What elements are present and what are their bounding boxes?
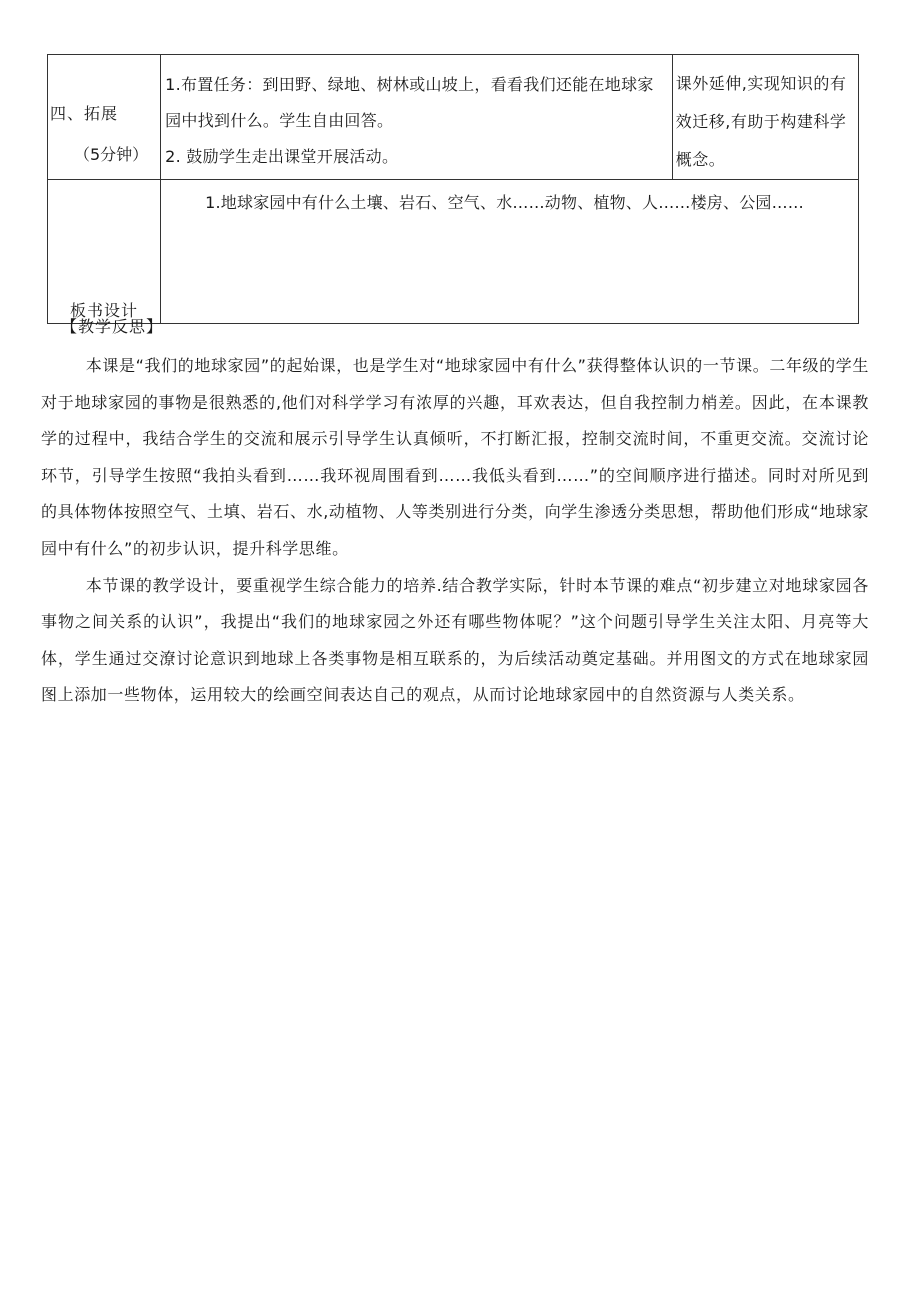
- lesson-plan-table: [47, 54, 859, 324]
- board-design-content: 1.地球家园中有什么土壤、岩石、空气、水……动物、植物、人……楼房、公园……: [161, 180, 859, 324]
- intent-line: 效迁移,有助于构建科学: [675, 112, 847, 131]
- activity-line: 园中找到什么。学生自由回答。: [165, 111, 394, 130]
- reflection-heading: 【教学反思】: [61, 317, 164, 336]
- stage-cell: [48, 55, 161, 180]
- activity-line: 2. 鼓励学生走出课堂开展活动。: [165, 147, 399, 166]
- intent-line: 概念。: [675, 150, 726, 169]
- table-row-extend: [48, 55, 859, 180]
- board-label-cell: [48, 180, 161, 324]
- intent-line: 课外延伸,实现知识的有: [675, 74, 847, 93]
- table-row-board: [48, 180, 859, 324]
- activity-content-cell: [161, 55, 673, 180]
- reflection-paragraph: 本节课的教学设计，要重视学生综合能力的培养.结合教学实际，针时本节课的难点“初步建立对地球家园各事物之间关系的认识”，我提出“我们的地球家园之外还有哪些物体呢？”这个问题引导学生关注太阳、月亮等大体，学生通过交潦讨论意识到地球上各类事物是相互联系的，为后续活动奠定基础。并用图文的方式在地球家园图上添加一些物体，运用较大的绘画空间表达自己的观点，从而讨论地球家园中的自然资源与人类关系。: [41, 575, 869, 705]
- stage-title: 四、拓展: [50, 104, 119, 123]
- design-intent-cell: [672, 55, 858, 180]
- stage-time: （5分钟）: [74, 145, 149, 164]
- reflection-paragraph: 本课是“我们的地球家园”的起始课，也是学生对“地球家园中有什么”获得整体认识的一节课。二年级的学生对于地球家园的事物是很熟悉的,他们对科学学习有浓厚的兴趣，耳欢表达，但自我控制力梢差。因此，在本课教学的过程中，我结合学生的交流和展示引导学生认真倾听，不打断汇报，控制交流时间，不重更交流。交流讨论环节，引导学生按照“我拍头看到……我环视周围看到……我低头看到……”的空间顺序进行描述。同时对所见到的具体物体按照空气、土填、岩石、水,动植物、人等类别进行分类，向学生渗透分类思想，帮助他们形成“地球家园中有什么”的初步认识，提升科学思维。: [41, 356, 869, 558]
- board-design-label: 板书设计: [70, 301, 139, 320]
- reflection-body: [41, 348, 869, 714]
- activity-line: 1.布置任务：到田野、绿地、树林或山坡上，看看我们还能在地球家: [165, 75, 654, 94]
